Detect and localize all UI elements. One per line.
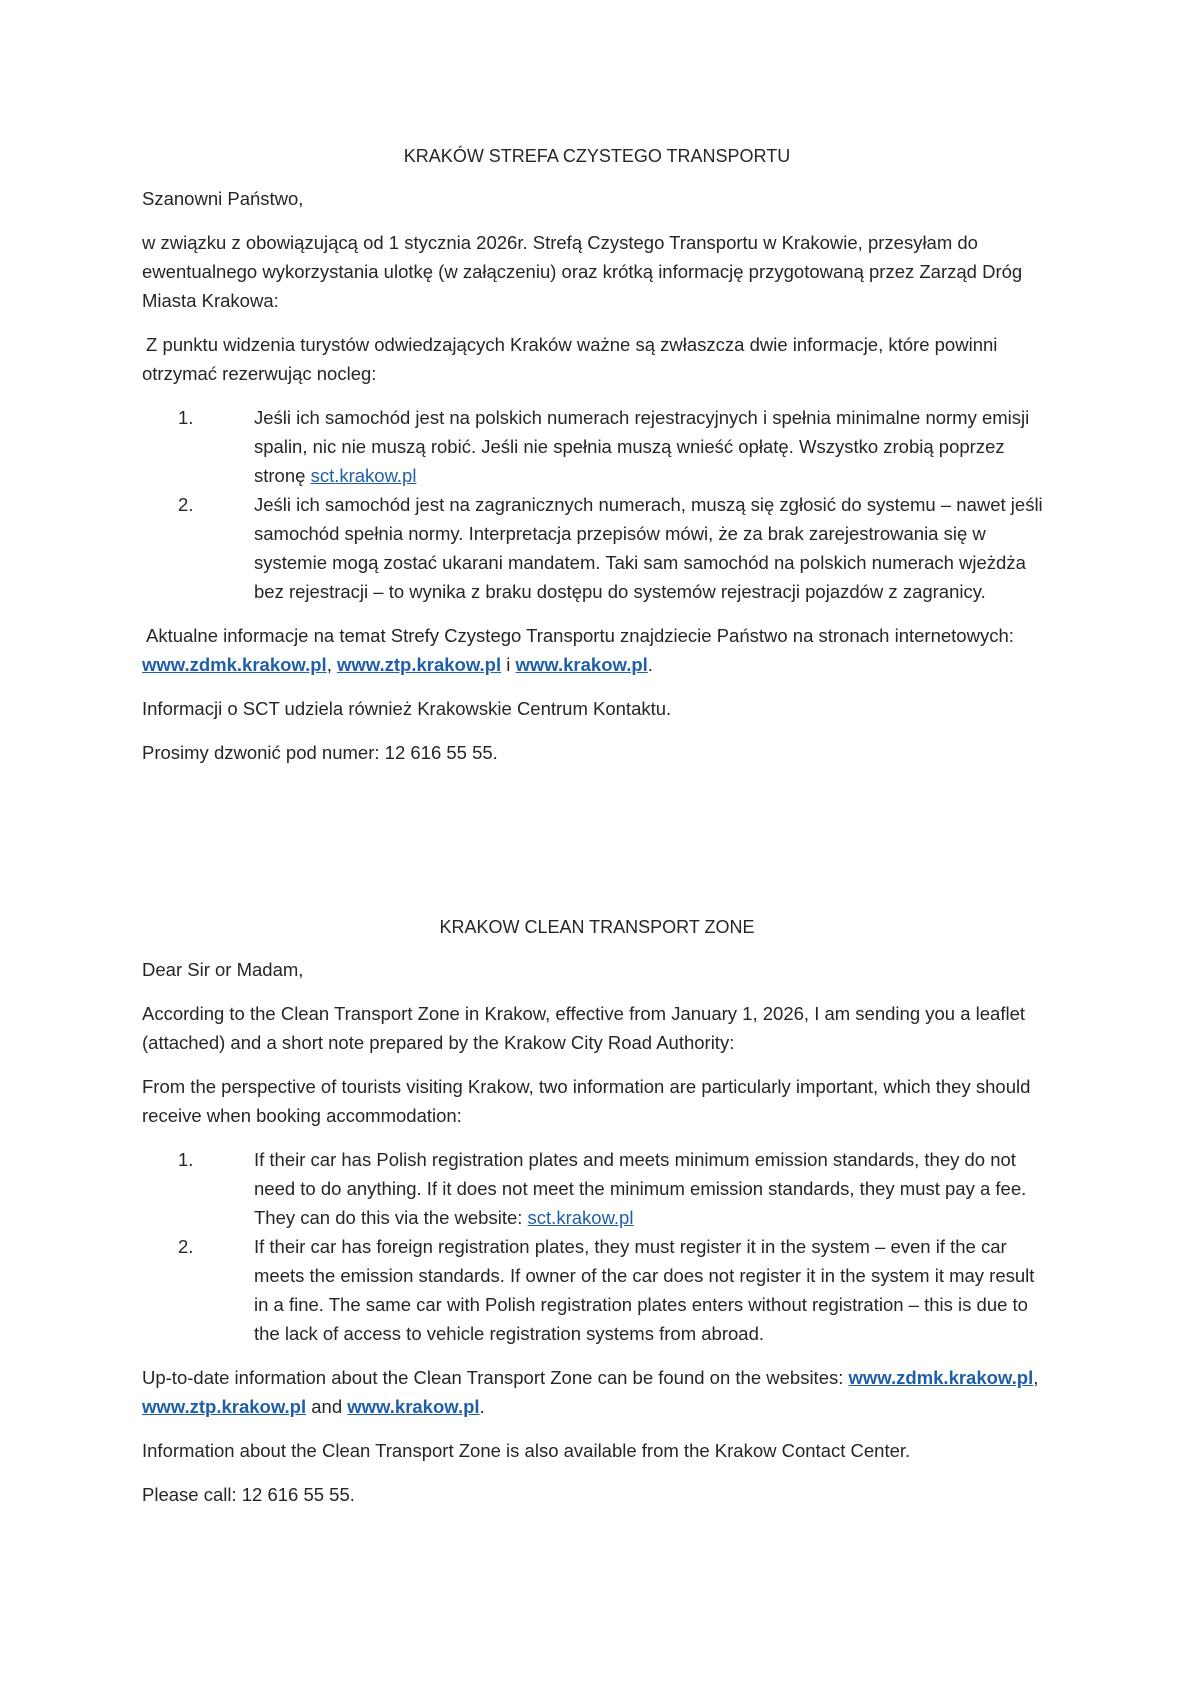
contact-paragraph-pl: Informacji o SCT udziela również Krakowskie Centrum Kontaktu. (142, 698, 672, 719)
page-title-en: KRAKOW CLEAN TRANSPORT ZONE (439, 917, 755, 937)
sct-link[interactable]: sct.krakow.pl (527, 1207, 634, 1228)
list-item-body: If their car has Polish registration plates and meets minimum emission standards, they do not need to do anything. If it does not meet the minimum emission standards, they must pay a fee. They can do this via the website: (254, 1149, 1027, 1228)
list-item-body: Jeśli ich samochód jest na polskich numerach rejestracyjnych i spełnia minimalne normy emisji spalin, nic nie muszą robić. Jeśli nie spełnia muszą wnieść opłatę. Wszystko zrobią poprzez stronę (254, 407, 1030, 486)
separator: and (306, 1396, 348, 1417)
list-item-number: 2. (178, 494, 194, 515)
list-item-text: Jeśli ich samochód jest na zagranicznych numerach, muszą się zgłosić do systemu – nawet jeśli samochód spełnia normy. Interpretacja przepisów mówi, że za brak zarejestrowania się w systemie mogą zostać ukarani mandatem. Taki sam samochód na polskich numerach wjeżdża bez rejestracji – to wynika z braku dostępu do systemów rejestracji pojazdów z zagranicy. (254, 494, 1043, 602)
list-item (142, 403, 1052, 490)
list-item-number: 1. (178, 407, 194, 428)
list-item (142, 490, 1052, 606)
tourists-paragraph-en: From the perspective of tourists visiting Krakow, two information are particularly important, which they should receive when booking accommodation: (142, 1076, 1031, 1126)
contact-paragraph-en: Information about the Clean Transport Zone is also available from the Krakow Contact Center. (142, 1440, 911, 1461)
list-item-text (254, 1145, 1052, 1232)
separator: i (501, 654, 516, 675)
list-item-text (254, 403, 1052, 490)
list-item (142, 1232, 1052, 1348)
list-item (142, 1145, 1052, 1232)
polish-section (142, 144, 1052, 782)
page-title-pl: KRAKÓW STREFA CZYSTEGO TRANSPORTU (403, 146, 791, 166)
separator: , (1033, 1367, 1039, 1388)
intro-paragraph-en: According to the Clean Transport Zone in Krakow, effective from January 1, 2026, I am sending you a leaflet (attached) and a short note prepared by the Krakow City Road Authority: (142, 1003, 1026, 1053)
numbered-list-en (142, 1145, 1052, 1348)
numbered-list-pl (142, 403, 1052, 606)
intro-paragraph-pl: w związku z obowiązującą od 1 stycznia 2026r. Strefą Czystego Transportu w Krakowie, przesyłam do ewentualnego wykorzystania ulotkę (w załączeniu) oraz krótką informację przygotowaną przez Zarząd Dróg Miasta Krakowa: (142, 232, 1023, 311)
websites-text: Up-to-date information about the Clean Transport Zone can be found on the websites: (142, 1367, 849, 1388)
ztp-link[interactable]: www.ztp.krakow.pl (142, 1396, 307, 1417)
english-section (142, 915, 1052, 1524)
krakow-link[interactable]: www.krakow.pl (515, 654, 648, 675)
call-paragraph-pl: Prosimy dzwonić pod numer: 12 616 55 55. (142, 742, 498, 763)
tourists-paragraph-pl: Z punktu widzenia turystów odwiedzających Kraków ważne są zwłaszcza dwie informacje, które powinni otrzymać rezerwując nocleg: (142, 334, 998, 384)
list-item-text: If their car has foreign registration plates, they must register it in the system – even if the car meets the emission standards. If owner of the car does not register it in the system it may result in a fine. The same car with Polish registration plates enters without registration – this is due to the lack of access to vehicle registration systems from abroad. (254, 1236, 1035, 1344)
list-item-number: 2. (178, 1236, 194, 1257)
call-paragraph-en: Please call: 12 616 55 55. (142, 1484, 355, 1505)
websites-text: Aktualne informacje na temat Strefy Czystego Transportu znajdziecie Państwo na stronach internetowych: (146, 625, 1014, 646)
greeting-pl: Szanowni Państwo, (142, 188, 304, 209)
period: . (479, 1396, 485, 1417)
ztp-link[interactable]: www.ztp.krakow.pl (336, 654, 502, 675)
separator: , (326, 654, 337, 675)
zdmk-link[interactable]: www.zdmk.krakow.pl (848, 1367, 1034, 1388)
period: . (647, 654, 653, 675)
sct-link[interactable]: sct.krakow.pl (310, 465, 417, 486)
krakow-link[interactable]: www.krakow.pl (347, 1396, 480, 1417)
list-item-number: 1. (178, 1149, 194, 1170)
greeting-en: Dear Sir or Madam, (142, 959, 304, 980)
websites-paragraph-pl (142, 621, 1052, 679)
zdmk-link[interactable]: www.zdmk.krakow.pl (142, 654, 327, 675)
websites-paragraph-en (142, 1363, 1052, 1421)
